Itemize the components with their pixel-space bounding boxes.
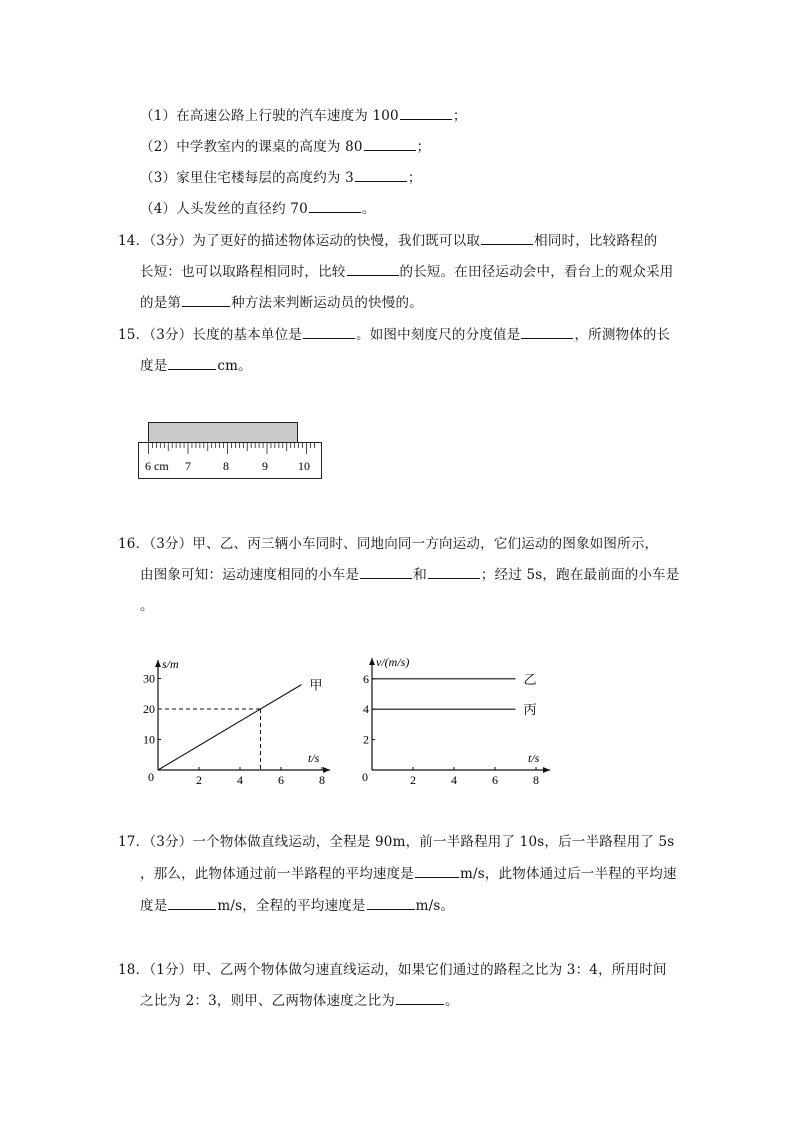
- q14-line-3: 的是第 种方法来判断运动员的快慢的。: [140, 295, 423, 311]
- q17-line-1: 17．（3分）一个物体做直线运动，全程是 90m，前一半路程用了 10s，后一半路程用了 5s: [118, 834, 675, 850]
- question-number: 15．: [118, 327, 150, 343]
- x-tick-label: 8: [533, 773, 539, 787]
- ruler-label-10: 10: [298, 459, 310, 473]
- y-tick-label: 6: [363, 671, 369, 686]
- series-label: 丙: [523, 702, 537, 718]
- answer-blank[interactable]: [428, 566, 480, 579]
- answer-blank[interactable]: [347, 263, 399, 276]
- x-tick-label: 6: [278, 773, 284, 787]
- answer-blank[interactable]: [360, 566, 412, 579]
- q13-item-4: （4）人头发丝的直径约 70 。: [140, 201, 376, 217]
- answer-blank[interactable]: [481, 232, 533, 245]
- series-label: 甲: [309, 677, 323, 693]
- q18-line-1: 18．（1分）甲、乙两个物体做匀速直线运动，如果它们通过的路程之比为 3：4，所用时间: [118, 962, 667, 978]
- x-tick-label: 4: [237, 773, 243, 787]
- answer-blank[interactable]: [364, 138, 416, 151]
- q14-line-2: 长短：也可以取路程相同时，比较 的长短。在田径运动会中，看台上的观众采用: [140, 264, 674, 280]
- ruler-label-9: 9: [262, 459, 268, 473]
- ruler-figure: [134, 418, 328, 484]
- y-tick-label: 20: [143, 702, 155, 716]
- answer-blank[interactable]: [309, 200, 361, 213]
- answer-blank[interactable]: [396, 992, 444, 1005]
- answer-blank[interactable]: [415, 865, 459, 878]
- ruler-label-8: 8: [223, 459, 229, 473]
- x-tick-label: 4: [451, 773, 457, 787]
- y-axis-arrow: [155, 660, 161, 667]
- q15-line-2: 度是 cm。: [140, 358, 252, 374]
- x-tick-label: 6: [492, 773, 498, 787]
- measured-object: [149, 423, 298, 443]
- x-tick-label: 2: [196, 773, 202, 787]
- y-tick-label: 2: [363, 732, 369, 747]
- origin-label: 0: [362, 770, 368, 784]
- q16-line-1: 16．（3分）甲、乙、丙三辆小车同时、同地向同一方向运动，它们运动的图象如图所示，: [118, 536, 659, 552]
- x-axis-label: t/s: [528, 751, 540, 765]
- q16-line-3: 。: [140, 598, 154, 614]
- ruler-unit-label: 6 cm: [145, 459, 169, 473]
- q17-line-3: 度是 m/s，全程的平均速度是 m/s。: [140, 898, 455, 914]
- q13-item-1: （1）在高速公路上行驶的汽车速度为 100 ；: [140, 108, 467, 124]
- y-tick-label: 4: [363, 702, 369, 717]
- q14-line-1: 14．（3分）为了更好的描述物体运动的快慢，我们既可以取 相同时，比较路程的: [118, 233, 658, 249]
- origin-label: 0: [148, 770, 154, 784]
- y-axis-label: s/m: [162, 657, 179, 671]
- y-tick-label: 30: [143, 671, 155, 686]
- answer-blank[interactable]: [168, 897, 216, 910]
- answer-blank[interactable]: [521, 326, 573, 339]
- question-number: 18．: [118, 962, 150, 978]
- q13-item-3: （3）家里住宅楼每层的高度约为 3 ；: [140, 170, 422, 186]
- series-line-甲: [158, 685, 302, 770]
- y-axis-label: v/(m/s): [376, 655, 410, 669]
- answer-blank[interactable]: [182, 294, 230, 307]
- y-axis-arrow: [369, 658, 375, 665]
- question-number: 17．: [118, 834, 150, 850]
- x-tick-label: 8: [319, 773, 325, 787]
- ruler-label-7: 7: [185, 459, 191, 473]
- series-label: 乙: [523, 671, 537, 687]
- q15-line-1: 15．（3分）长度的基本单位是 。如图中刻度尺的分度值是 ，所测物体的长: [118, 327, 671, 343]
- chart-s-t: [130, 650, 340, 790]
- q18-line-2: 之比为 2：3，则甲、乙两物体速度之比为 。: [140, 993, 459, 1009]
- q16-line-2: 由图象可知：运动速度相同的小车是 和 ；经过 5s，跑在最前面的小车是: [140, 567, 680, 583]
- x-axis-arrow: [543, 767, 550, 773]
- q17-line-2: ，那么，此物体通过前一半路程的平均速度是 m/s，此物体通过后一半程的平均速: [140, 866, 677, 882]
- question-number: 14．: [118, 233, 150, 249]
- question-number: 16．: [118, 536, 150, 552]
- x-axis-label: t/s: [308, 751, 320, 765]
- answer-blank[interactable]: [168, 357, 216, 370]
- y-tick-label: 10: [143, 732, 155, 747]
- answer-blank[interactable]: [355, 169, 407, 182]
- q13-item-2: （2）中学教室内的课桌的高度为 80 ；: [140, 139, 431, 155]
- answer-blank[interactable]: [367, 897, 415, 910]
- x-tick-label: 2: [410, 773, 416, 787]
- answer-blank[interactable]: [400, 107, 452, 120]
- answer-blank[interactable]: [303, 326, 355, 339]
- chart-v-t: [350, 650, 580, 790]
